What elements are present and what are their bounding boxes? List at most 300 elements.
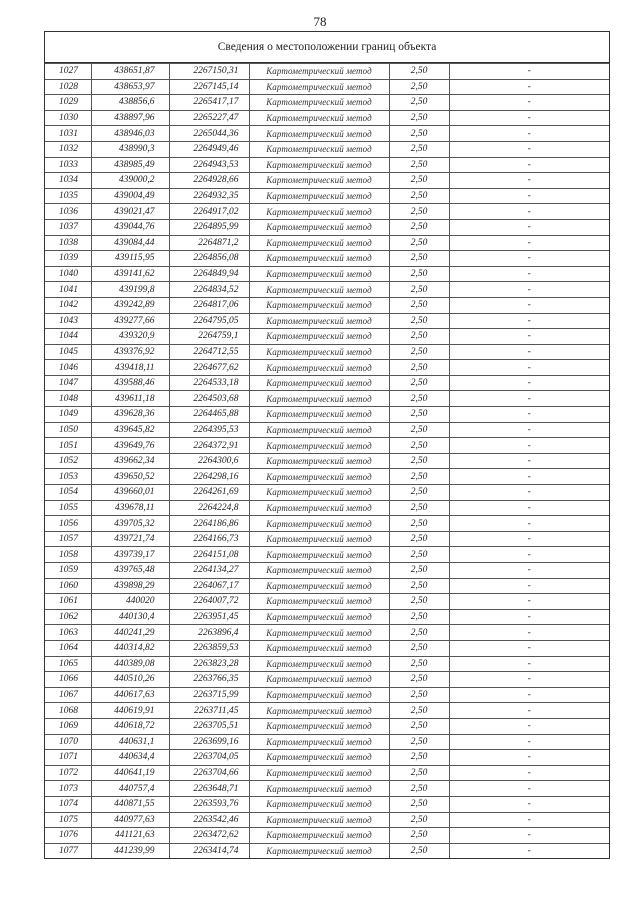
- x-coordinate-cell: 440241,29: [91, 625, 169, 641]
- y-coordinate-cell: 2264928,66: [169, 173, 249, 189]
- point-number-cell: 1033: [45, 157, 91, 173]
- x-coordinate-cell: 439645,82: [91, 422, 169, 438]
- method-cell: Картометрический метод: [249, 469, 389, 485]
- point-number-cell: 1052: [45, 453, 91, 469]
- table-row: [45, 95, 609, 111]
- x-coordinate-cell: 438651,87: [91, 64, 169, 80]
- method-cell: Картометрический метод: [249, 313, 389, 329]
- accuracy-cell: 2,50: [389, 188, 449, 204]
- note-cell: -: [449, 547, 609, 563]
- x-coordinate-cell: 440619,91: [91, 703, 169, 719]
- method-cell: Картометрический метод: [249, 765, 389, 781]
- method-cell: Картометрический метод: [249, 188, 389, 204]
- accuracy-cell: 2,50: [389, 500, 449, 516]
- point-number-cell: 1034: [45, 173, 91, 189]
- method-cell: Картометрический метод: [249, 141, 389, 157]
- point-number-cell: 1065: [45, 656, 91, 672]
- y-coordinate-cell: 2264759,1: [169, 329, 249, 345]
- accuracy-cell: 2,50: [389, 329, 449, 345]
- point-number-cell: 1064: [45, 640, 91, 656]
- x-coordinate-cell: 441121,63: [91, 828, 169, 844]
- y-coordinate-cell: 2264917,02: [169, 204, 249, 220]
- point-number-cell: 1053: [45, 469, 91, 485]
- method-cell: Картометрический метод: [249, 422, 389, 438]
- y-coordinate-cell: 2264224,8: [169, 500, 249, 516]
- x-coordinate-cell: 439898,29: [91, 578, 169, 594]
- table-row: [45, 718, 609, 734]
- note-cell: -: [449, 625, 609, 641]
- point-number-cell: 1076: [45, 828, 91, 844]
- note-cell: -: [449, 110, 609, 126]
- point-number-cell: 1062: [45, 609, 91, 625]
- method-cell: Картометрический метод: [249, 750, 389, 766]
- table-row: [45, 422, 609, 438]
- x-coordinate-cell: 439628,36: [91, 407, 169, 423]
- table-row: [45, 219, 609, 235]
- table-row: [45, 313, 609, 329]
- x-coordinate-cell: 440641,19: [91, 765, 169, 781]
- y-coordinate-cell: 2264134,27: [169, 563, 249, 579]
- table-row: [45, 765, 609, 781]
- y-coordinate-cell: 2264533,18: [169, 375, 249, 391]
- point-number-cell: 1066: [45, 672, 91, 688]
- x-coordinate-cell: 439242,89: [91, 297, 169, 313]
- point-number-cell: 1058: [45, 547, 91, 563]
- table-row: [45, 734, 609, 750]
- table-row: [45, 687, 609, 703]
- x-coordinate-cell: 440314,82: [91, 640, 169, 656]
- y-coordinate-cell: 2263704,66: [169, 765, 249, 781]
- table-row: [45, 469, 609, 485]
- table-row: [45, 656, 609, 672]
- note-cell: -: [449, 750, 609, 766]
- accuracy-cell: 2,50: [389, 204, 449, 220]
- table-row: [45, 609, 609, 625]
- accuracy-cell: 2,50: [389, 594, 449, 610]
- method-cell: Картометрический метод: [249, 219, 389, 235]
- point-number-cell: 1071: [45, 750, 91, 766]
- y-coordinate-cell: 2263699,16: [169, 734, 249, 750]
- x-coordinate-cell: 439418,11: [91, 360, 169, 376]
- note-cell: -: [449, 173, 609, 189]
- method-cell: Картометрический метод: [249, 173, 389, 189]
- y-coordinate-cell: 2267145,14: [169, 79, 249, 95]
- point-number-cell: 1072: [45, 765, 91, 781]
- point-number-cell: 1039: [45, 251, 91, 267]
- point-number-cell: 1059: [45, 563, 91, 579]
- note-cell: -: [449, 391, 609, 407]
- accuracy-cell: 2,50: [389, 313, 449, 329]
- y-coordinate-cell: 2263896,4: [169, 625, 249, 641]
- method-cell: Картометрический метод: [249, 407, 389, 423]
- table-row: [45, 500, 609, 516]
- method-cell: Картометрический метод: [249, 812, 389, 828]
- table-row: [45, 796, 609, 812]
- x-coordinate-cell: 438856,6: [91, 95, 169, 111]
- accuracy-cell: 2,50: [389, 235, 449, 251]
- method-cell: Картометрический метод: [249, 609, 389, 625]
- accuracy-cell: 2,50: [389, 251, 449, 267]
- table-row: [45, 516, 609, 532]
- point-number-cell: 1041: [45, 282, 91, 298]
- x-coordinate-cell: 438946,03: [91, 126, 169, 142]
- method-cell: Картометрический метод: [249, 485, 389, 501]
- table-row: [45, 79, 609, 95]
- y-coordinate-cell: 2264849,94: [169, 266, 249, 282]
- y-coordinate-cell: 2263648,71: [169, 781, 249, 797]
- x-coordinate-cell: 439739,17: [91, 547, 169, 563]
- method-cell: Картометрический метод: [249, 828, 389, 844]
- y-coordinate-cell: 2264465,88: [169, 407, 249, 423]
- x-coordinate-cell: 439376,92: [91, 344, 169, 360]
- note-cell: -: [449, 516, 609, 532]
- table-row: [45, 563, 609, 579]
- accuracy-cell: 2,50: [389, 734, 449, 750]
- method-cell: Картометрический метод: [249, 594, 389, 610]
- y-coordinate-cell: 2263705,51: [169, 718, 249, 734]
- method-cell: Картометрический метод: [249, 500, 389, 516]
- point-number-cell: 1077: [45, 843, 91, 858]
- table-row: [45, 251, 609, 267]
- accuracy-cell: 2,50: [389, 360, 449, 376]
- note-cell: -: [449, 79, 609, 95]
- method-cell: Картометрический метод: [249, 266, 389, 282]
- note-cell: -: [449, 251, 609, 267]
- method-cell: Картометрический метод: [249, 734, 389, 750]
- note-cell: -: [449, 718, 609, 734]
- note-cell: -: [449, 407, 609, 423]
- method-cell: Картометрический метод: [249, 781, 389, 797]
- table-row: [45, 453, 609, 469]
- point-number-cell: 1046: [45, 360, 91, 376]
- note-cell: -: [449, 609, 609, 625]
- method-cell: Картометрический метод: [249, 157, 389, 173]
- accuracy-cell: 2,50: [389, 765, 449, 781]
- point-number-cell: 1050: [45, 422, 91, 438]
- point-number-cell: 1040: [45, 266, 91, 282]
- table-row: [45, 843, 609, 858]
- method-cell: Картометрический метод: [249, 656, 389, 672]
- method-cell: Картометрический метод: [249, 531, 389, 547]
- accuracy-cell: 2,50: [389, 812, 449, 828]
- accuracy-cell: 2,50: [389, 266, 449, 282]
- note-cell: -: [449, 828, 609, 844]
- note-cell: -: [449, 640, 609, 656]
- y-coordinate-cell: 2264795,05: [169, 313, 249, 329]
- accuracy-cell: 2,50: [389, 282, 449, 298]
- note-cell: -: [449, 204, 609, 220]
- method-cell: Картометрический метод: [249, 625, 389, 641]
- y-coordinate-cell: 2264943,53: [169, 157, 249, 173]
- x-coordinate-cell: 439721,74: [91, 531, 169, 547]
- accuracy-cell: 2,50: [389, 625, 449, 641]
- x-coordinate-cell: 440130,4: [91, 609, 169, 625]
- y-coordinate-cell: 2264856,08: [169, 251, 249, 267]
- accuracy-cell: 2,50: [389, 750, 449, 766]
- point-number-cell: 1061: [45, 594, 91, 610]
- method-cell: Картометрический метод: [249, 282, 389, 298]
- x-coordinate-cell: 439044,76: [91, 219, 169, 235]
- x-coordinate-cell: 439611,18: [91, 391, 169, 407]
- accuracy-cell: 2,50: [389, 391, 449, 407]
- table-row: [45, 282, 609, 298]
- note-cell: -: [449, 126, 609, 142]
- x-coordinate-cell: 439660,01: [91, 485, 169, 501]
- table-row: [45, 360, 609, 376]
- x-coordinate-cell: 440757,4: [91, 781, 169, 797]
- point-number-cell: 1070: [45, 734, 91, 750]
- note-cell: -: [449, 329, 609, 345]
- accuracy-cell: 2,50: [389, 110, 449, 126]
- accuracy-cell: 2,50: [389, 173, 449, 189]
- method-cell: Картометрический метод: [249, 563, 389, 579]
- accuracy-cell: 2,50: [389, 453, 449, 469]
- table-row: [45, 126, 609, 142]
- x-coordinate-cell: 439650,52: [91, 469, 169, 485]
- point-number-cell: 1028: [45, 79, 91, 95]
- x-coordinate-cell: 439277,66: [91, 313, 169, 329]
- note-cell: -: [449, 360, 609, 376]
- point-number-cell: 1051: [45, 438, 91, 454]
- note-cell: -: [449, 656, 609, 672]
- accuracy-cell: 2,50: [389, 64, 449, 80]
- method-cell: Картометрический метод: [249, 796, 389, 812]
- x-coordinate-cell: 441239,99: [91, 843, 169, 858]
- method-cell: Картометрический метод: [249, 79, 389, 95]
- note-cell: -: [449, 469, 609, 485]
- accuracy-cell: 2,50: [389, 95, 449, 111]
- y-coordinate-cell: 2264677,62: [169, 360, 249, 376]
- point-number-cell: 1029: [45, 95, 91, 111]
- y-coordinate-cell: 2264395,53: [169, 422, 249, 438]
- note-cell: -: [449, 453, 609, 469]
- method-cell: Картометрический метод: [249, 235, 389, 251]
- note-cell: -: [449, 578, 609, 594]
- y-coordinate-cell: 2263472,62: [169, 828, 249, 844]
- method-cell: Картометрический метод: [249, 375, 389, 391]
- note-cell: -: [449, 422, 609, 438]
- accuracy-cell: 2,50: [389, 609, 449, 625]
- accuracy-cell: 2,50: [389, 344, 449, 360]
- x-coordinate-cell: 438990,3: [91, 141, 169, 157]
- y-coordinate-cell: 2264949,46: [169, 141, 249, 157]
- method-cell: Картометрический метод: [249, 640, 389, 656]
- method-cell: Картометрический метод: [249, 547, 389, 563]
- y-coordinate-cell: 2263593,76: [169, 796, 249, 812]
- point-number-cell: 1043: [45, 313, 91, 329]
- x-coordinate-cell: 439084,44: [91, 235, 169, 251]
- note-cell: -: [449, 235, 609, 251]
- table-row: [45, 266, 609, 282]
- y-coordinate-cell: 2264007,72: [169, 594, 249, 610]
- table-row: [45, 173, 609, 189]
- table-row: [45, 594, 609, 610]
- y-coordinate-cell: 2264151,08: [169, 547, 249, 563]
- note-cell: -: [449, 282, 609, 298]
- point-number-cell: 1063: [45, 625, 91, 641]
- table-row: [45, 110, 609, 126]
- point-number-cell: 1073: [45, 781, 91, 797]
- x-coordinate-cell: 440389,08: [91, 656, 169, 672]
- note-cell: -: [449, 344, 609, 360]
- x-coordinate-cell: 439141,62: [91, 266, 169, 282]
- y-coordinate-cell: 2265417,17: [169, 95, 249, 111]
- point-number-cell: 1054: [45, 485, 91, 501]
- table-row: [45, 703, 609, 719]
- method-cell: Картометрический метод: [249, 297, 389, 313]
- note-cell: -: [449, 765, 609, 781]
- x-coordinate-cell: 440634,4: [91, 750, 169, 766]
- accuracy-cell: 2,50: [389, 375, 449, 391]
- point-number-cell: 1038: [45, 235, 91, 251]
- point-number-cell: 1069: [45, 718, 91, 734]
- table-row: [45, 531, 609, 547]
- y-coordinate-cell: 2263951,45: [169, 609, 249, 625]
- point-number-cell: 1055: [45, 500, 91, 516]
- table-row: [45, 141, 609, 157]
- boundary-table-sheet: [44, 31, 610, 859]
- table-title: Сведения о местоположении границ объекта: [45, 32, 609, 63]
- x-coordinate-cell: 439649,76: [91, 438, 169, 454]
- table-row: [45, 235, 609, 251]
- point-number-cell: 1048: [45, 391, 91, 407]
- y-coordinate-cell: 2264300,6: [169, 453, 249, 469]
- note-cell: -: [449, 485, 609, 501]
- accuracy-cell: 2,50: [389, 219, 449, 235]
- x-coordinate-cell: 438653,97: [91, 79, 169, 95]
- x-coordinate-cell: 439678,11: [91, 500, 169, 516]
- y-coordinate-cell: 2264895,99: [169, 219, 249, 235]
- table-row: [45, 438, 609, 454]
- y-coordinate-cell: 2267150,31: [169, 64, 249, 80]
- y-coordinate-cell: 2264932,35: [169, 188, 249, 204]
- note-cell: -: [449, 297, 609, 313]
- table-row: [45, 625, 609, 641]
- x-coordinate-cell: 439004,49: [91, 188, 169, 204]
- note-cell: -: [449, 672, 609, 688]
- method-cell: Картометрический метод: [249, 843, 389, 858]
- note-cell: -: [449, 734, 609, 750]
- method-cell: Картометрический метод: [249, 672, 389, 688]
- x-coordinate-cell: 438985,49: [91, 157, 169, 173]
- y-coordinate-cell: 2263766,35: [169, 672, 249, 688]
- x-coordinate-cell: 439115,95: [91, 251, 169, 267]
- point-number-cell: 1049: [45, 407, 91, 423]
- method-cell: Картометрический метод: [249, 718, 389, 734]
- method-cell: Картометрический метод: [249, 438, 389, 454]
- x-coordinate-cell: 440631,1: [91, 734, 169, 750]
- table-row: [45, 391, 609, 407]
- table-row: [45, 64, 609, 80]
- coordinates-table: [45, 63, 609, 858]
- method-cell: Картометрический метод: [249, 95, 389, 111]
- accuracy-cell: 2,50: [389, 297, 449, 313]
- accuracy-cell: 2,50: [389, 578, 449, 594]
- y-coordinate-cell: 2263704,05: [169, 750, 249, 766]
- note-cell: -: [449, 594, 609, 610]
- point-number-cell: 1045: [45, 344, 91, 360]
- note-cell: -: [449, 796, 609, 812]
- x-coordinate-cell: 439199,8: [91, 282, 169, 298]
- point-number-cell: 1068: [45, 703, 91, 719]
- note-cell: -: [449, 687, 609, 703]
- point-number-cell: 1027: [45, 64, 91, 80]
- y-coordinate-cell: 2264834,52: [169, 282, 249, 298]
- table-row: [45, 812, 609, 828]
- note-cell: -: [449, 141, 609, 157]
- point-number-cell: 1030: [45, 110, 91, 126]
- y-coordinate-cell: 2263414,74: [169, 843, 249, 858]
- point-number-cell: 1056: [45, 516, 91, 532]
- table-row: [45, 157, 609, 173]
- method-cell: Картометрический метод: [249, 391, 389, 407]
- accuracy-cell: 2,50: [389, 141, 449, 157]
- y-coordinate-cell: 2263711,45: [169, 703, 249, 719]
- method-cell: Картометрический метод: [249, 578, 389, 594]
- table-row: [45, 781, 609, 797]
- accuracy-cell: 2,50: [389, 531, 449, 547]
- y-coordinate-cell: 2264712,55: [169, 344, 249, 360]
- x-coordinate-cell: 439588,46: [91, 375, 169, 391]
- note-cell: -: [449, 438, 609, 454]
- method-cell: Картометрический метод: [249, 329, 389, 345]
- note-cell: -: [449, 500, 609, 516]
- y-coordinate-cell: 2264186,86: [169, 516, 249, 532]
- point-number-cell: 1035: [45, 188, 91, 204]
- accuracy-cell: 2,50: [389, 640, 449, 656]
- y-coordinate-cell: 2264871,2: [169, 235, 249, 251]
- accuracy-cell: 2,50: [389, 516, 449, 532]
- y-coordinate-cell: 2264261,69: [169, 485, 249, 501]
- y-coordinate-cell: 2264372,91: [169, 438, 249, 454]
- x-coordinate-cell: 439765,48: [91, 563, 169, 579]
- x-coordinate-cell: 439320,9: [91, 329, 169, 345]
- table-row: [45, 204, 609, 220]
- accuracy-cell: 2,50: [389, 703, 449, 719]
- point-number-cell: 1036: [45, 204, 91, 220]
- table-row: [45, 672, 609, 688]
- x-coordinate-cell: 439021,47: [91, 204, 169, 220]
- x-coordinate-cell: 440977,63: [91, 812, 169, 828]
- note-cell: -: [449, 375, 609, 391]
- point-number-cell: 1044: [45, 329, 91, 345]
- note-cell: -: [449, 157, 609, 173]
- x-coordinate-cell: 440617,63: [91, 687, 169, 703]
- accuracy-cell: 2,50: [389, 547, 449, 563]
- accuracy-cell: 2,50: [389, 718, 449, 734]
- note-cell: -: [449, 812, 609, 828]
- accuracy-cell: 2,50: [389, 781, 449, 797]
- y-coordinate-cell: 2264503,68: [169, 391, 249, 407]
- table-row: [45, 578, 609, 594]
- method-cell: Картометрический метод: [249, 251, 389, 267]
- point-number-cell: 1060: [45, 578, 91, 594]
- table-row: [45, 547, 609, 563]
- note-cell: -: [449, 843, 609, 858]
- table-row: [45, 329, 609, 345]
- y-coordinate-cell: 2263823,28: [169, 656, 249, 672]
- table-row: [45, 375, 609, 391]
- table-row: [45, 640, 609, 656]
- accuracy-cell: 2,50: [389, 157, 449, 173]
- x-coordinate-cell: 440871,55: [91, 796, 169, 812]
- point-number-cell: 1037: [45, 219, 91, 235]
- method-cell: Картометрический метод: [249, 110, 389, 126]
- accuracy-cell: 2,50: [389, 843, 449, 858]
- table-row: [45, 828, 609, 844]
- point-number-cell: 1067: [45, 687, 91, 703]
- method-cell: Картометрический метод: [249, 64, 389, 80]
